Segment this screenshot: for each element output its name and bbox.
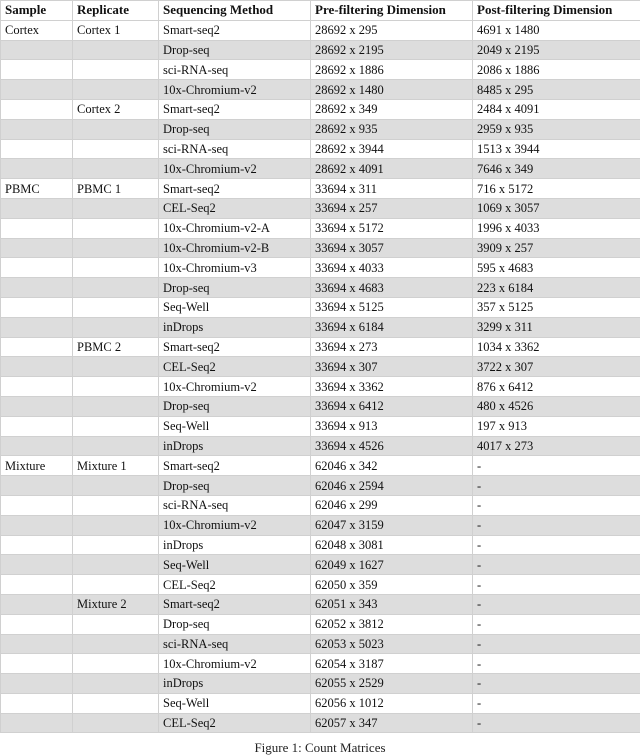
table-row bbox=[1, 139, 640, 159]
replicate-cell bbox=[73, 317, 159, 337]
post-dimension-cell: 2086 x 1886 bbox=[473, 60, 640, 80]
post-dimension-cell: 876 x 6412 bbox=[473, 377, 640, 397]
post-dimension-cell: 3909 x 257 bbox=[473, 238, 640, 258]
sample-cell bbox=[1, 594, 73, 614]
method-cell: Drop-seq bbox=[159, 278, 311, 298]
post-dimension-cell: - bbox=[473, 693, 640, 713]
replicate-cell bbox=[73, 297, 159, 317]
method-cell: Seq-Well bbox=[159, 693, 311, 713]
method-cell: inDrops bbox=[159, 436, 311, 456]
table-row bbox=[1, 416, 640, 436]
replicate-cell bbox=[73, 377, 159, 397]
sample-cell bbox=[1, 476, 73, 496]
table-row bbox=[1, 634, 640, 654]
post-dimension-cell: - bbox=[473, 594, 640, 614]
pre-dimension-cell: 33694 x 5172 bbox=[311, 218, 473, 238]
table-row bbox=[1, 674, 640, 694]
pre-dimension-cell: 62054 x 3187 bbox=[311, 654, 473, 674]
table-row bbox=[1, 60, 640, 80]
header-post-filtering-dimension: Post-filtering Dimension bbox=[473, 1, 640, 21]
post-dimension-cell: 2049 x 2195 bbox=[473, 40, 640, 60]
sample-cell: Mixture bbox=[1, 456, 73, 476]
table-row bbox=[1, 278, 640, 298]
pre-dimension-cell: 62052 x 3812 bbox=[311, 614, 473, 634]
table-row bbox=[1, 119, 640, 139]
table-row bbox=[1, 377, 640, 397]
sample-cell bbox=[1, 317, 73, 337]
pre-dimension-cell: 33694 x 3362 bbox=[311, 377, 473, 397]
table-row bbox=[1, 258, 640, 278]
sample-cell bbox=[1, 238, 73, 258]
post-dimension-cell: - bbox=[473, 654, 640, 674]
table-row bbox=[1, 238, 640, 258]
table-row bbox=[1, 396, 640, 416]
pre-dimension-cell: 28692 x 295 bbox=[311, 20, 473, 40]
sample-cell bbox=[1, 436, 73, 456]
table-row bbox=[1, 594, 640, 614]
pre-dimension-cell: 28692 x 2195 bbox=[311, 40, 473, 60]
post-dimension-cell: 716 x 5172 bbox=[473, 179, 640, 199]
header-sample: Sample bbox=[1, 1, 73, 21]
post-dimension-cell: 197 x 913 bbox=[473, 416, 640, 436]
replicate-cell: Mixture 1 bbox=[73, 456, 159, 476]
method-cell: 10x-Chromium-v2 bbox=[159, 159, 311, 179]
post-dimension-cell: 4691 x 1480 bbox=[473, 20, 640, 40]
pre-dimension-cell: 62048 x 3081 bbox=[311, 535, 473, 555]
method-cell: Drop-seq bbox=[159, 396, 311, 416]
method-cell: Seq-Well bbox=[159, 555, 311, 575]
replicate-cell bbox=[73, 713, 159, 733]
table-row bbox=[1, 198, 640, 218]
post-dimension-cell: - bbox=[473, 674, 640, 694]
pre-dimension-cell: 33694 x 311 bbox=[311, 179, 473, 199]
pre-dimension-cell: 62050 x 359 bbox=[311, 575, 473, 595]
replicate-cell bbox=[73, 495, 159, 515]
replicate-cell: Cortex 1 bbox=[73, 20, 159, 40]
post-dimension-cell: - bbox=[473, 713, 640, 733]
sample-cell bbox=[1, 575, 73, 595]
post-dimension-cell: 1996 x 4033 bbox=[473, 218, 640, 238]
post-dimension-cell: 7646 x 349 bbox=[473, 159, 640, 179]
post-dimension-cell: - bbox=[473, 555, 640, 575]
method-cell: Smart-seq2 bbox=[159, 179, 311, 199]
method-cell: sci-RNA-seq bbox=[159, 495, 311, 515]
post-dimension-cell: - bbox=[473, 495, 640, 515]
sample-cell bbox=[1, 654, 73, 674]
post-dimension-cell: - bbox=[473, 456, 640, 476]
replicate-cell bbox=[73, 436, 159, 456]
sample-cell bbox=[1, 713, 73, 733]
sample-cell bbox=[1, 674, 73, 694]
method-cell: inDrops bbox=[159, 674, 311, 694]
pre-dimension-cell: 33694 x 3057 bbox=[311, 238, 473, 258]
replicate-cell bbox=[73, 40, 159, 60]
table-row bbox=[1, 713, 640, 733]
post-dimension-cell: 1069 x 3057 bbox=[473, 198, 640, 218]
post-dimension-cell: 4017 x 273 bbox=[473, 436, 640, 456]
post-dimension-cell: - bbox=[473, 476, 640, 496]
pre-dimension-cell: 33694 x 307 bbox=[311, 357, 473, 377]
pre-dimension-cell: 33694 x 4526 bbox=[311, 436, 473, 456]
sample-cell bbox=[1, 60, 73, 80]
post-dimension-cell: 2484 x 4091 bbox=[473, 99, 640, 119]
table-row bbox=[1, 456, 640, 476]
pre-dimension-cell: 33694 x 6412 bbox=[311, 396, 473, 416]
method-cell: CEL-Seq2 bbox=[159, 357, 311, 377]
sample-cell bbox=[1, 297, 73, 317]
replicate-cell: PBMC 2 bbox=[73, 337, 159, 357]
pre-dimension-cell: 33694 x 6184 bbox=[311, 317, 473, 337]
table-row bbox=[1, 297, 640, 317]
pre-dimension-cell: 28692 x 1886 bbox=[311, 60, 473, 80]
post-dimension-cell: - bbox=[473, 535, 640, 555]
pre-dimension-cell: 28692 x 349 bbox=[311, 99, 473, 119]
replicate-cell bbox=[73, 119, 159, 139]
method-cell: CEL-Seq2 bbox=[159, 575, 311, 595]
method-cell: sci-RNA-seq bbox=[159, 634, 311, 654]
post-dimension-cell: 223 x 6184 bbox=[473, 278, 640, 298]
replicate-cell bbox=[73, 357, 159, 377]
post-dimension-cell: - bbox=[473, 575, 640, 595]
replicate-cell bbox=[73, 416, 159, 436]
pre-dimension-cell: 62047 x 3159 bbox=[311, 515, 473, 535]
table-row bbox=[1, 476, 640, 496]
replicate-cell bbox=[73, 139, 159, 159]
sample-cell bbox=[1, 555, 73, 575]
replicate-cell bbox=[73, 555, 159, 575]
method-cell: CEL-Seq2 bbox=[159, 713, 311, 733]
method-cell: Smart-seq2 bbox=[159, 99, 311, 119]
sample-cell: Cortex bbox=[1, 20, 73, 40]
table-row bbox=[1, 693, 640, 713]
pre-dimension-cell: 33694 x 5125 bbox=[311, 297, 473, 317]
method-cell: sci-RNA-seq bbox=[159, 139, 311, 159]
sample-cell bbox=[1, 535, 73, 555]
method-cell: 10x-Chromium-v2 bbox=[159, 377, 311, 397]
method-cell: CEL-Seq2 bbox=[159, 198, 311, 218]
replicate-cell bbox=[73, 614, 159, 634]
post-dimension-cell: 1513 x 3944 bbox=[473, 139, 640, 159]
sample-cell bbox=[1, 218, 73, 238]
post-dimension-cell: 3722 x 307 bbox=[473, 357, 640, 377]
sample-cell bbox=[1, 278, 73, 298]
post-dimension-cell: 1034 x 3362 bbox=[473, 337, 640, 357]
post-dimension-cell: 595 x 4683 bbox=[473, 258, 640, 278]
replicate-cell bbox=[73, 693, 159, 713]
replicate-cell bbox=[73, 60, 159, 80]
header-sequencing-method: Sequencing Method bbox=[159, 1, 311, 21]
table-row bbox=[1, 218, 640, 238]
table-row bbox=[1, 614, 640, 634]
sample-cell bbox=[1, 693, 73, 713]
table-row bbox=[1, 535, 640, 555]
post-dimension-cell: - bbox=[473, 614, 640, 634]
method-cell: 10x-Chromium-v2 bbox=[159, 80, 311, 100]
method-cell: 10x-Chromium-v2-A bbox=[159, 218, 311, 238]
pre-dimension-cell: 33694 x 257 bbox=[311, 198, 473, 218]
sample-cell bbox=[1, 515, 73, 535]
table-row bbox=[1, 654, 640, 674]
replicate-cell bbox=[73, 198, 159, 218]
sample-cell bbox=[1, 198, 73, 218]
post-dimension-cell: 480 x 4526 bbox=[473, 396, 640, 416]
method-cell: inDrops bbox=[159, 317, 311, 337]
header-replicate: Replicate bbox=[73, 1, 159, 21]
method-cell: Drop-seq bbox=[159, 614, 311, 634]
table-row bbox=[1, 179, 640, 199]
method-cell: 10x-Chromium-v2-B bbox=[159, 238, 311, 258]
pre-dimension-cell: 62056 x 1012 bbox=[311, 693, 473, 713]
figure-caption: Figure 1: Count Matrices bbox=[0, 741, 640, 755]
method-cell: Smart-seq2 bbox=[159, 594, 311, 614]
sample-cell bbox=[1, 495, 73, 515]
table-row bbox=[1, 357, 640, 377]
pre-dimension-cell: 28692 x 3944 bbox=[311, 139, 473, 159]
pre-dimension-cell: 62057 x 347 bbox=[311, 713, 473, 733]
method-cell: Drop-seq bbox=[159, 119, 311, 139]
post-dimension-cell: 357 x 5125 bbox=[473, 297, 640, 317]
sample-cell bbox=[1, 416, 73, 436]
sample-cell bbox=[1, 396, 73, 416]
post-dimension-cell: 3299 x 311 bbox=[473, 317, 640, 337]
replicate-cell bbox=[73, 535, 159, 555]
replicate-cell bbox=[73, 159, 159, 179]
replicate-cell bbox=[73, 575, 159, 595]
post-dimension-cell: 8485 x 295 bbox=[473, 80, 640, 100]
table-row bbox=[1, 436, 640, 456]
pre-dimension-cell: 62046 x 2594 bbox=[311, 476, 473, 496]
table-row bbox=[1, 80, 640, 100]
pre-dimension-cell: 28692 x 1480 bbox=[311, 80, 473, 100]
replicate-cell bbox=[73, 654, 159, 674]
sample-cell bbox=[1, 258, 73, 278]
method-cell: Drop-seq bbox=[159, 476, 311, 496]
method-cell: Smart-seq2 bbox=[159, 456, 311, 476]
replicate-cell bbox=[73, 476, 159, 496]
table-row bbox=[1, 555, 640, 575]
pre-dimension-cell: 28692 x 935 bbox=[311, 119, 473, 139]
method-cell: 10x-Chromium-v2 bbox=[159, 515, 311, 535]
method-cell: Smart-seq2 bbox=[159, 337, 311, 357]
pre-dimension-cell: 62053 x 5023 bbox=[311, 634, 473, 654]
sample-cell bbox=[1, 119, 73, 139]
header-pre-filtering-dimension: Pre-filtering Dimension bbox=[311, 1, 473, 21]
method-cell: sci-RNA-seq bbox=[159, 60, 311, 80]
pre-dimension-cell: 62051 x 343 bbox=[311, 594, 473, 614]
method-cell: Drop-seq bbox=[159, 40, 311, 60]
sample-cell: PBMC bbox=[1, 179, 73, 199]
method-cell: inDrops bbox=[159, 535, 311, 555]
replicate-cell bbox=[73, 396, 159, 416]
table-row bbox=[1, 159, 640, 179]
replicate-cell bbox=[73, 238, 159, 258]
table-header bbox=[1, 1, 640, 21]
sample-cell bbox=[1, 139, 73, 159]
table-row bbox=[1, 515, 640, 535]
sample-cell bbox=[1, 159, 73, 179]
table-row bbox=[1, 20, 640, 40]
sample-cell bbox=[1, 357, 73, 377]
sample-cell bbox=[1, 377, 73, 397]
sample-cell bbox=[1, 337, 73, 357]
post-dimension-cell: - bbox=[473, 634, 640, 654]
replicate-cell: PBMC 1 bbox=[73, 179, 159, 199]
method-cell: 10x-Chromium-v3 bbox=[159, 258, 311, 278]
sample-cell bbox=[1, 634, 73, 654]
pre-dimension-cell: 62046 x 342 bbox=[311, 456, 473, 476]
replicate-cell bbox=[73, 258, 159, 278]
method-cell: 10x-Chromium-v2 bbox=[159, 654, 311, 674]
replicate-cell bbox=[73, 278, 159, 298]
method-cell: Smart-seq2 bbox=[159, 20, 311, 40]
sample-cell bbox=[1, 40, 73, 60]
sample-cell bbox=[1, 614, 73, 634]
sample-cell bbox=[1, 80, 73, 100]
replicate-cell: Mixture 2 bbox=[73, 594, 159, 614]
replicate-cell bbox=[73, 80, 159, 100]
table-row bbox=[1, 99, 640, 119]
replicate-cell bbox=[73, 674, 159, 694]
pre-dimension-cell: 33694 x 913 bbox=[311, 416, 473, 436]
post-dimension-cell: - bbox=[473, 515, 640, 535]
pre-dimension-cell: 62055 x 2529 bbox=[311, 674, 473, 694]
replicate-cell bbox=[73, 515, 159, 535]
table-row bbox=[1, 495, 640, 515]
header-row bbox=[1, 1, 640, 21]
table-row bbox=[1, 317, 640, 337]
pre-dimension-cell: 33694 x 273 bbox=[311, 337, 473, 357]
table-row bbox=[1, 40, 640, 60]
pre-dimension-cell: 62046 x 299 bbox=[311, 495, 473, 515]
pre-dimension-cell: 33694 x 4033 bbox=[311, 258, 473, 278]
table-body bbox=[1, 20, 640, 733]
replicate-cell: Cortex 2 bbox=[73, 99, 159, 119]
pre-dimension-cell: 33694 x 4683 bbox=[311, 278, 473, 298]
replicate-cell bbox=[73, 634, 159, 654]
replicate-cell bbox=[73, 218, 159, 238]
method-cell: Seq-Well bbox=[159, 416, 311, 436]
sample-cell bbox=[1, 99, 73, 119]
post-dimension-cell: 2959 x 935 bbox=[473, 119, 640, 139]
method-cell: Seq-Well bbox=[159, 297, 311, 317]
pre-dimension-cell: 62049 x 1627 bbox=[311, 555, 473, 575]
table-row bbox=[1, 575, 640, 595]
table-row bbox=[1, 337, 640, 357]
pre-dimension-cell: 28692 x 4091 bbox=[311, 159, 473, 179]
